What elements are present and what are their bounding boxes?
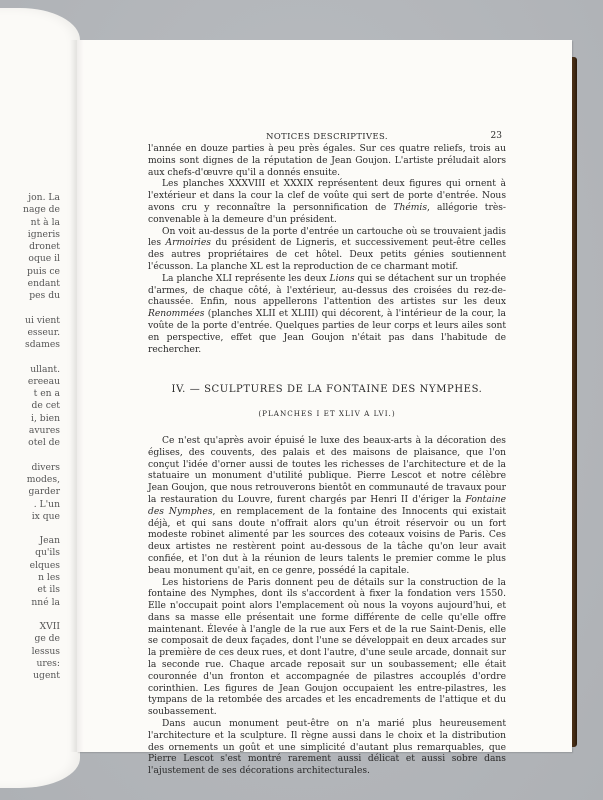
left-page-line: ge de (34, 633, 60, 645)
paragraph (148, 274, 506, 357)
left-page-line: modes, (26, 473, 60, 485)
left-page-line: endant (27, 278, 60, 290)
italic-term: Armoiries (165, 238, 211, 249)
left-page-line: pes du (29, 290, 60, 302)
left-page-line: jon. La (28, 192, 60, 203)
italic-term: Fontaine des Nymphes (148, 494, 506, 517)
left-page-line: qu'ils (35, 547, 60, 559)
left-page-line: divers (31, 461, 60, 473)
paragraph: l'année en douze parties à peu près égales. Sur ces quatre reliefs, trois au moins sont dignes de la réputation de Jean Goujon. L'artiste préludait alors aux chefs-d'œuvre qu'il a donnés ensuite. (148, 144, 506, 178)
left-page-line: nné la (31, 596, 60, 608)
section-title: IV. — SCULPTURES DE LA FONTAINE DES NYMPHES. (171, 384, 483, 396)
paragraph (148, 179, 506, 226)
text-run: (planches XLII et XLIII) qui décorent, à l'intérieur de la cour, la voûte de la porte d'entrée. Quelques parties de leur corps et leurs ailes sont en perspective, effet que Jean Goujon n'était pas dans l'habitude de rechercher. (148, 309, 506, 355)
left-page-line: nt à la (30, 216, 60, 228)
left-page-line: dronet (29, 241, 60, 253)
right-page-text (148, 128, 506, 778)
text-run: On voit au-dessus de la porte d'entrée un cartouche où se trouvaient jadis les (148, 226, 506, 249)
left-page-line: ugent (33, 670, 60, 682)
page-number: 23 (490, 131, 502, 141)
left-page-line (0, 609, 60, 621)
left-page-line: otel de (28, 437, 60, 449)
paragraph: Les historiens de Paris donnent peu de détails sur la construction de la fontaine des Nymphes, dont ils s'accordent à fixer la fondation vers 1550. Elle n'occupait point alors l'emplacement où nous la voyons aujourd'hui, et dans sa masse elle présentait une forme différente de celle qu'elle offre maintenant. Élevée à l'angle de la rue aux Fers et de la rue Saint-Denis, elle se composait de deux façades, dont l'une se développait en deux arcades sur la première de ces deux rues, et dont l'autre, d'une seule arcade, donnait sur la seconde rue. Chaque arcade reposait sur un soubassement; elle était couronnée d'un fronton et accompagnée de pilastres accouplés d'ordre corinthien. Les figures de Jean Goujon occupaient les entre-pilastres, les tympans de la retombée des arcades et les encadrements de l'attique et du soubassement. (148, 577, 506, 718)
paragraph (148, 227, 506, 274)
italic-term: Renommées (148, 309, 205, 320)
left-page-line: ix que (31, 510, 60, 522)
italic-term: Lions (329, 273, 355, 284)
text-run: du président de Ligneris, et successivement peut-être celles des autres propriétaires de cet hôtel. Deux petits génies soutiennent l'écusson. La planche XL est la reproduction de ce charmant motif. (148, 238, 506, 272)
text-run: Ce n'est qu'après avoir épuisé le luxe des beaux-arts à la décoration des églises, des couvents, des palais et des maisons de plaisance, que l'on conçut l'idée d'orner aussi de toutes les richesses de l'architecture et de la statuaire un monument d'utilité publique. Pierre Lescot et notre célèbre Jean Goujon, que nous retrouverons bientôt en communauté de travaux pour la restauration du Louvre, furent chargés par Henri II d'ériger la (148, 435, 506, 505)
running-head-title: NOTICES DESCRIPTIVES. (266, 131, 388, 141)
left-page-line: XVII (39, 620, 60, 632)
left-page-line: esseur. (27, 326, 60, 338)
left-page-line: ereeau (27, 375, 60, 387)
paragraph: Dans aucun monument peut-être on n'a marié plus heureusement l'architecture et la sculpture. Il règne aussi dans le choix et la distribution des ornements un goût et une simplicité d'autant plus remarquables, que Pierre Lescot s'est montré rarement aussi délicat et aussi sobre dans l'ajustement de ses décorations architecturales. (148, 719, 506, 777)
running-head (148, 128, 506, 144)
left-page-line: elques (29, 559, 60, 571)
left-page-line: ures: (36, 657, 60, 669)
text-run: La planche XLI représente les deux (162, 273, 330, 284)
left-page-line: sdames (25, 339, 60, 351)
left-page-line: . L'un (33, 498, 60, 510)
book-gutter (70, 40, 84, 752)
left-page-line: Jean (39, 535, 60, 547)
left-page-line: lessus (31, 645, 60, 657)
left-page-line: et ils (37, 584, 60, 596)
left-page-line: oque il (28, 253, 60, 265)
left-page-line: t en a (33, 388, 60, 400)
left-page-line: igneris (27, 228, 60, 240)
text-run: , en remplacement de la fontaine des Innocents qui existait déjà, et qui sans doute n'offrait alors qu'un étroit réservoir ou un fort modeste robinet alimenté par les sources des coteaux voisins de Paris. Ces deux artistes ne restèrent point au-dessous de la tâche qu'on leur avait confiée, et l'on dut à la réunion de leurs talents le premier comme le plus beau monument qu'ait, en ce genre, possédé la capitale. (148, 506, 506, 576)
text-run: qui se détachent sur un trophée d'armes, de chaque côté, à l'extérieur, au-dessus des croisées du rez-de-chaussée. Enfin, nous appellerons l'attention des artistes sur les deux (148, 273, 507, 308)
left-page-line: ui vient (25, 314, 60, 326)
left-page-line: avures (28, 425, 60, 437)
text-run: Les planches XXXVIII et XXXIX représentent deux figures qui ornent à l'extérieur et dans la cour la clef de voûte qui sert de porte d'entrée. Nous avons cru y reconnaître la personnification de (148, 179, 506, 213)
italic-term: Thémis (393, 202, 428, 213)
text-run: , allégorie très-convenable à la demeure d'un président. (148, 202, 506, 225)
paragraph (148, 436, 506, 578)
left-page-line (0, 523, 60, 535)
left-page-line: nage de (23, 204, 60, 216)
left-page-line (0, 303, 60, 315)
left-page-text (0, 192, 60, 682)
left-page-line: de cet (31, 400, 60, 412)
left-page-line: ullant. (30, 363, 60, 375)
left-page-line (0, 450, 60, 462)
left-page-line: n les (38, 572, 60, 584)
section-subtitle: (PLANCHES I ET XLIV A LVI.) (258, 409, 396, 419)
left-page-line: puis ce (27, 265, 60, 277)
left-page-line: garder (28, 486, 60, 498)
left-page-line (0, 352, 60, 364)
left-page-line: i, bien (31, 412, 60, 424)
